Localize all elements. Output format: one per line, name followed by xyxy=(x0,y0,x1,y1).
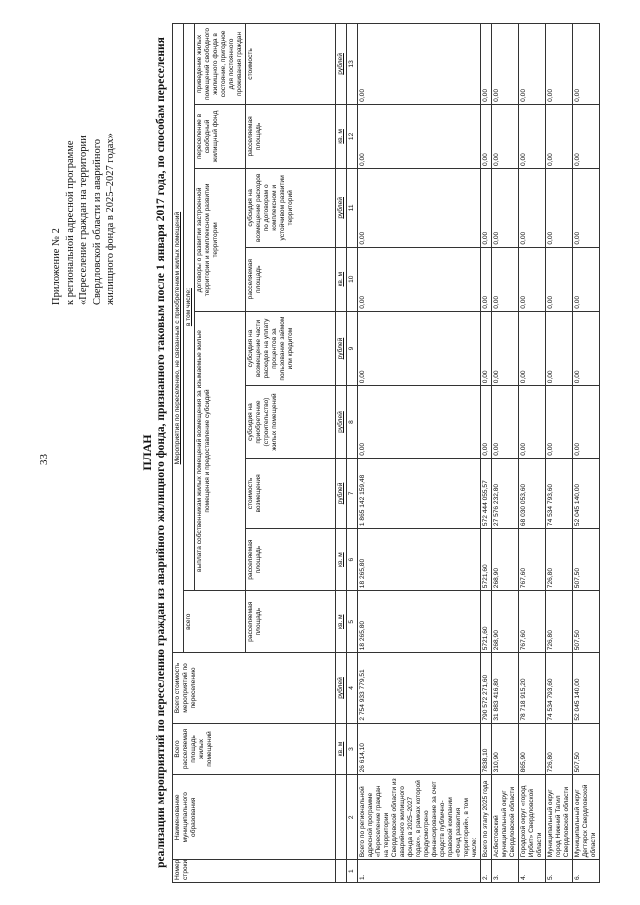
column-index-cell: 4 xyxy=(347,653,358,723)
value-cell: 74 534 793,60 xyxy=(546,458,573,528)
header-cost: стоимость xyxy=(246,24,336,105)
value-cell: 0,00 xyxy=(492,24,519,105)
header-buyout: выплата собственникам жилых помещений возмещения за изымаемые жилые помещения и предоставление субсидий xyxy=(195,311,246,590)
value-cell: 0,00 xyxy=(481,169,492,248)
column-index-cell: 1 xyxy=(347,860,358,883)
value-cell: 0,00 xyxy=(546,311,573,386)
appendix-note xyxy=(50,5,118,305)
unit-cell: кв. м xyxy=(336,104,347,168)
unit-cell: рублей xyxy=(336,169,347,248)
value-cell: 0,00 xyxy=(358,24,481,105)
value-cell: 0,00 xyxy=(358,169,481,248)
value-cell: 0,00 xyxy=(546,247,573,311)
header-municipality: Наименование муниципального образования xyxy=(173,775,336,860)
value-cell: 27 576 232,80 xyxy=(492,458,519,528)
value-cell: 767,60 xyxy=(519,529,546,591)
value-cell: 0,00 xyxy=(358,104,481,168)
unit-cell: рублей xyxy=(336,24,347,105)
header-subsidy-interest: субсидия на возмещение части расходов на уплату процентов за пользование займом или кредитом xyxy=(246,311,336,386)
value-cell: 268,90 xyxy=(492,591,519,653)
value-cell: 18 265,80 xyxy=(358,591,481,653)
column-index-cell: 7 xyxy=(347,458,358,528)
value-cell: 5721,60 xyxy=(481,529,492,591)
header-in-that-number: в том числе: xyxy=(184,24,195,591)
value-cell: 310,90 xyxy=(492,723,519,775)
unit-cell: кв. м xyxy=(336,529,347,591)
value-cell: 26 614,10 xyxy=(358,723,481,775)
row-number: 6. xyxy=(573,860,600,883)
unit-cell: рублей xyxy=(336,386,347,458)
municipality-name: Всего по региональной адресной программе «Переселение граждан на территории Свердловской области из аварийного жилищного фонда в 2025–2027 годах», в рамках которой предусмотрено финансирование за счет средств публично-правовой компании «Фонд развития территорий», в том числе: xyxy=(358,775,481,860)
table-row xyxy=(492,24,519,883)
value-cell: 0,00 xyxy=(573,311,600,386)
value-cell: 0,00 xyxy=(573,169,600,248)
value-cell: 0,00 xyxy=(358,247,481,311)
appendix-line: к региональной адресной программе xyxy=(64,140,76,305)
value-cell: 0,00 xyxy=(546,104,573,168)
municipality-name: Муниципальный округ город Нижний Тагил Свердловской области xyxy=(546,775,573,860)
unit-cell: рублей xyxy=(336,458,347,528)
table-body xyxy=(358,24,600,883)
value-cell: 5721,60 xyxy=(481,591,492,653)
value-cell: 726,80 xyxy=(546,723,573,775)
value-cell: 726,80 xyxy=(546,529,573,591)
header-resettled-area: расселяемая площадь xyxy=(246,529,336,591)
table-row xyxy=(358,24,481,883)
column-index-cell: 8 xyxy=(347,386,358,458)
value-cell: 0,00 xyxy=(573,24,600,105)
header-relocation-free-fund: переселение в свободный жилищный фонд xyxy=(195,104,246,168)
unit-cell: рублей xyxy=(336,653,347,723)
value-cell: 74 534 793,60 xyxy=(546,653,573,723)
value-cell: 2 754 933 779,51 xyxy=(358,653,481,723)
value-cell: 0,00 xyxy=(573,104,600,168)
value-cell: 0,00 xyxy=(519,311,546,386)
header-contracts: договоры о развитии застроенной территории и комплексном развитии территории xyxy=(195,169,246,312)
header-bringing-free-fund: приведение жилых помещений свободного жилищного фонда в состояние, пригодное для постоянного проживания граждан xyxy=(195,24,246,105)
column-index-cell: 13 xyxy=(347,24,358,105)
value-cell: 68 030 053,60 xyxy=(519,458,546,528)
value-cell: 767,60 xyxy=(519,591,546,653)
value-cell: 0,00 xyxy=(492,169,519,248)
value-cell: 507,50 xyxy=(573,591,600,653)
value-cell: 0,00 xyxy=(481,386,492,458)
value-cell: 0,00 xyxy=(358,386,481,458)
unit-cell xyxy=(336,775,347,860)
value-cell: 0,00 xyxy=(492,104,519,168)
page-number: 33 xyxy=(38,454,50,465)
appendix-line: «Переселение граждан на территории xyxy=(78,135,89,305)
units-row xyxy=(336,24,347,883)
header-resettled-area: расселяемая площадь xyxy=(246,247,336,311)
value-cell: 0,00 xyxy=(481,311,492,386)
column-index-cell: 12 xyxy=(347,104,358,168)
value-cell: 726,80 xyxy=(546,591,573,653)
value-cell: 31 883 416,80 xyxy=(492,653,519,723)
table-row xyxy=(573,24,600,883)
value-cell: 0,00 xyxy=(546,169,573,248)
value-cell: 0,00 xyxy=(546,24,573,105)
value-cell: 0,00 xyxy=(481,247,492,311)
value-cell: 0,00 xyxy=(492,311,519,386)
municipality-name: Всего по этапу 2025 года xyxy=(481,775,492,860)
value-cell: 52 045 140,00 xyxy=(573,458,600,528)
value-cell: 0,00 xyxy=(519,24,546,105)
value-cell: 7838,10 xyxy=(481,723,492,775)
header-total: всего xyxy=(184,591,246,653)
municipality-name: Городской округ «город Ирбит» Свердловской области xyxy=(519,775,546,860)
value-cell: 268,90 xyxy=(492,529,519,591)
value-cell: 0,00 xyxy=(573,247,600,311)
document-subtitle: реализации мероприятий по переселению граждан из аварийного жилищного фонда, признанного таковым после 1 января 2017 года, по способам переселения xyxy=(155,37,167,868)
column-index-cell: 6 xyxy=(347,529,358,591)
unit-cell: кв. м xyxy=(336,247,347,311)
unit-cell: кв. м xyxy=(336,591,347,653)
header-row-num: Номер строки xyxy=(173,860,336,883)
header-resettled-area: расселяемая площадь xyxy=(246,104,336,168)
column-index-cell: 3 xyxy=(347,723,358,775)
table-row xyxy=(519,24,546,883)
unit-cell: кв. м xyxy=(336,723,347,775)
municipality-name: Асбестовский муниципальный округ Свердловской области xyxy=(492,775,519,860)
value-cell: 0,00 xyxy=(573,386,600,458)
appendix-line: жилищного фонда в 2025–2027 годах» xyxy=(105,133,116,305)
value-cell: 0,00 xyxy=(481,24,492,105)
value-cell: 572 444 055,57 xyxy=(481,458,492,528)
unit-cell xyxy=(336,860,347,883)
row-number: 3. xyxy=(492,860,519,883)
appendix-line: Свердловской области из аварийного xyxy=(91,138,103,305)
header-subsidy-acquisition: субсидия на приобретение (строительство) жилых помещений xyxy=(246,386,336,458)
municipality-name: Муниципальный округ Дегтярск Свердловской области xyxy=(573,775,600,860)
appendix-line: Приложение № 2 xyxy=(51,228,62,305)
value-cell: 0,00 xyxy=(358,311,481,386)
resettlement-plan-table xyxy=(172,23,600,883)
row-number: 4. xyxy=(519,860,546,883)
value-cell: 0,00 xyxy=(519,104,546,168)
value-cell: 790 572 271,60 xyxy=(481,653,492,723)
value-cell: 0,00 xyxy=(492,386,519,458)
row-number: 5. xyxy=(546,860,573,883)
value-cell: 0,00 xyxy=(519,169,546,248)
value-cell: 0,00 xyxy=(519,386,546,458)
column-index-cell: 2 xyxy=(347,775,358,860)
column-index-cell: 9 xyxy=(347,311,358,386)
value-cell: 78 718 915,20 xyxy=(519,653,546,723)
value-cell: 0,00 xyxy=(481,104,492,168)
header-group-not-acquisition: Мероприятия по переселению, не связанные с приобретением жилых помещений xyxy=(173,24,184,653)
column-index-cell: 10 xyxy=(347,247,358,311)
table-row xyxy=(546,24,573,883)
column-index-row xyxy=(347,24,358,883)
row-number: 2. xyxy=(481,860,492,883)
value-cell: 865,90 xyxy=(519,723,546,775)
value-cell: 0,00 xyxy=(492,247,519,311)
value-cell: 0,00 xyxy=(519,247,546,311)
column-index-cell: 11 xyxy=(347,169,358,248)
value-cell: 52 045 140,00 xyxy=(573,653,600,723)
value-cell: 18 265,80 xyxy=(358,529,481,591)
table-row xyxy=(481,24,492,883)
value-cell: 0,00 xyxy=(546,386,573,458)
header-resettled-area: расселяемая площадь xyxy=(246,591,336,653)
header-compensation-cost: стоимость возмещения xyxy=(246,458,336,528)
column-index-cell: 5 xyxy=(347,591,358,653)
value-cell: 1 865 142 159,48 xyxy=(358,458,481,528)
unit-cell: рублей xyxy=(336,311,347,386)
header-total-cost: Всего стоимость мероприятий по переселению xyxy=(173,653,336,723)
value-cell: 507,50 xyxy=(573,529,600,591)
header-subsidy-contracts: субсидия на возмещение расходов по договорам о комплексном и устойчивом развитии территорий xyxy=(246,169,336,248)
header-total-area: Всего расселяемая площадь жилых помещений xyxy=(173,723,336,775)
row-number: 1. xyxy=(358,860,481,883)
value-cell: 507,50 xyxy=(573,723,600,775)
document-title: ПЛАН xyxy=(140,434,154,471)
